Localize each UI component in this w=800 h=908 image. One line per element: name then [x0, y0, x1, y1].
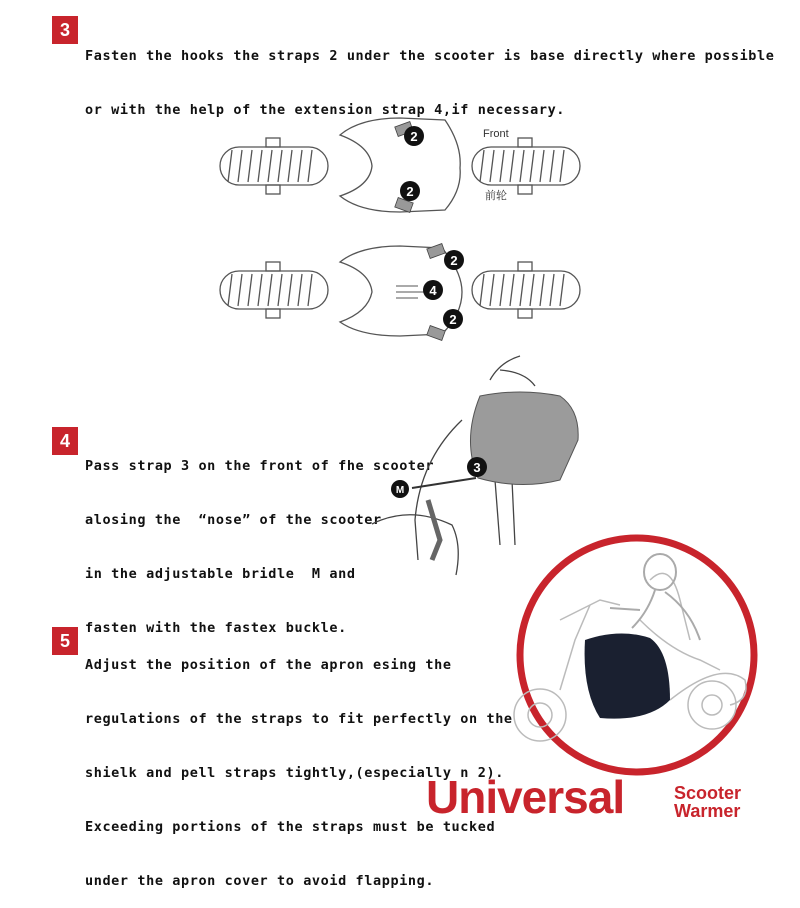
step-5-line: shielk and pell straps tightly,(especially n 2).: [85, 765, 504, 781]
step-5-line: Adjust the position of the apron esing the: [85, 657, 452, 673]
step-5-line: under the apron cover to avoid flapping.: [85, 873, 435, 889]
bridle-m-marker: M: [395, 485, 405, 496]
step-5-line: Exceeding portions of the straps must be tucked: [85, 819, 496, 835]
step-5-badge: 5: [52, 627, 78, 655]
front-label: Front: [483, 128, 509, 140]
step-5-line: regulations of the straps to fit perfectly on the: [85, 711, 513, 727]
strap-2-marker: 2: [449, 312, 457, 327]
strap-2-marker: 2: [450, 253, 458, 268]
step-4-line: Pass strap 3 on the front of fhe scooter: [85, 458, 435, 474]
step-4-line: alosing the “nose” of the scooter: [85, 512, 382, 528]
strap-4-marker: 4: [429, 283, 437, 298]
front-wheel-cn-label: 前轮: [485, 190, 507, 202]
step-4-badge: 4: [52, 427, 78, 455]
step-4-line: in the adjustable bridle M and: [85, 566, 356, 582]
strap-3-marker: 3: [473, 460, 481, 475]
brand-warmer-text: Warmer: [674, 801, 741, 821]
step-3-line: Fasten the hooks the straps 2 under the scooter is base directly where possible: [85, 48, 775, 64]
brand-scooter-text: Scooter: [674, 783, 742, 803]
step-4-line: fasten with the fastex buckle.: [85, 620, 347, 636]
strap-2-marker: 2: [410, 129, 418, 144]
strap-2-marker: 2: [406, 184, 414, 199]
step-3-badge: 3: [52, 16, 78, 44]
step-3-line: or with the help of the extension strap 4,if necessary.: [85, 102, 566, 118]
brand-universal-wordmark: Universal: [426, 771, 625, 823]
apron-cover: [585, 633, 670, 718]
